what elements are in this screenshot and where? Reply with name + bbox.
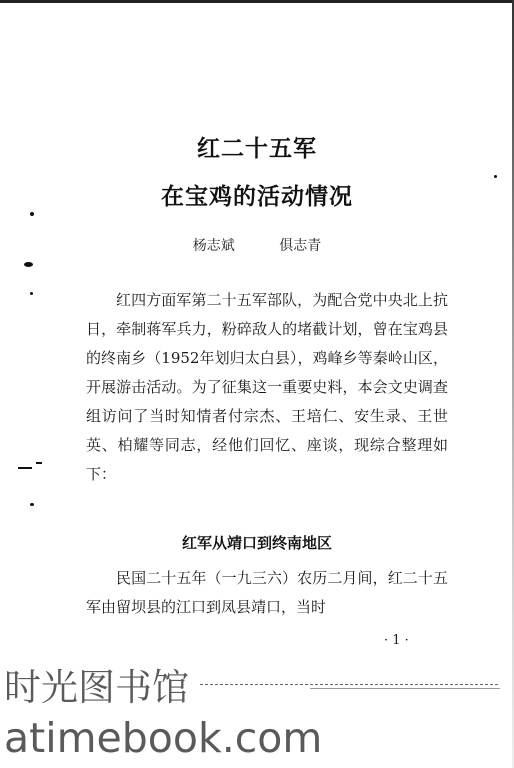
article-title-line-2: 在宝鸡的活动情况 bbox=[161, 184, 353, 210]
author-name: 杨志斌 bbox=[192, 238, 235, 254]
page-number: · 1 · bbox=[384, 633, 409, 648]
scan-bottom-rule bbox=[200, 684, 498, 685]
scan-speck bbox=[36, 462, 42, 464]
scan-speck bbox=[18, 467, 32, 469]
watermark-site-name: 时光图书馆 bbox=[4, 666, 189, 709]
scan-speck bbox=[30, 503, 34, 506]
author-name: 俱志青 bbox=[279, 238, 322, 254]
section-heading: 红军从靖口到终南地区 bbox=[181, 534, 332, 552]
body-paragraph-2: 民国二十五年（一九三六）农历二月间，红二十五军由留坝县的江口到凤县靖口，当时 bbox=[86, 569, 448, 616]
scan-bottom-rule bbox=[310, 688, 500, 689]
scan-speck bbox=[30, 212, 34, 216]
scan-speck bbox=[24, 262, 33, 267]
watermark-site-url: atimebook.com bbox=[4, 714, 323, 762]
scan-speck bbox=[30, 292, 33, 295]
article-authors bbox=[0, 235, 514, 255]
body-paragraph-1: 红四方面军第二十五军部队，为配合党中央北上抗日，牵制蒋军兵力，粉碎敌人的堵截计划，曾在宝鸡县的终南乡（1952年划归太白县），鸡峰乡等秦岭山区，开展游击活动。为了征集这一重要史料，本会文史调查组访问了当时知情者付宗杰、王培仁、安生录、王世英、柏耀等同志，经他们回忆、座谈，现综合整理如下： bbox=[86, 291, 448, 483]
article-title-line-1: 红二十五军 bbox=[197, 136, 317, 162]
scan-border-top bbox=[0, 0, 514, 3]
